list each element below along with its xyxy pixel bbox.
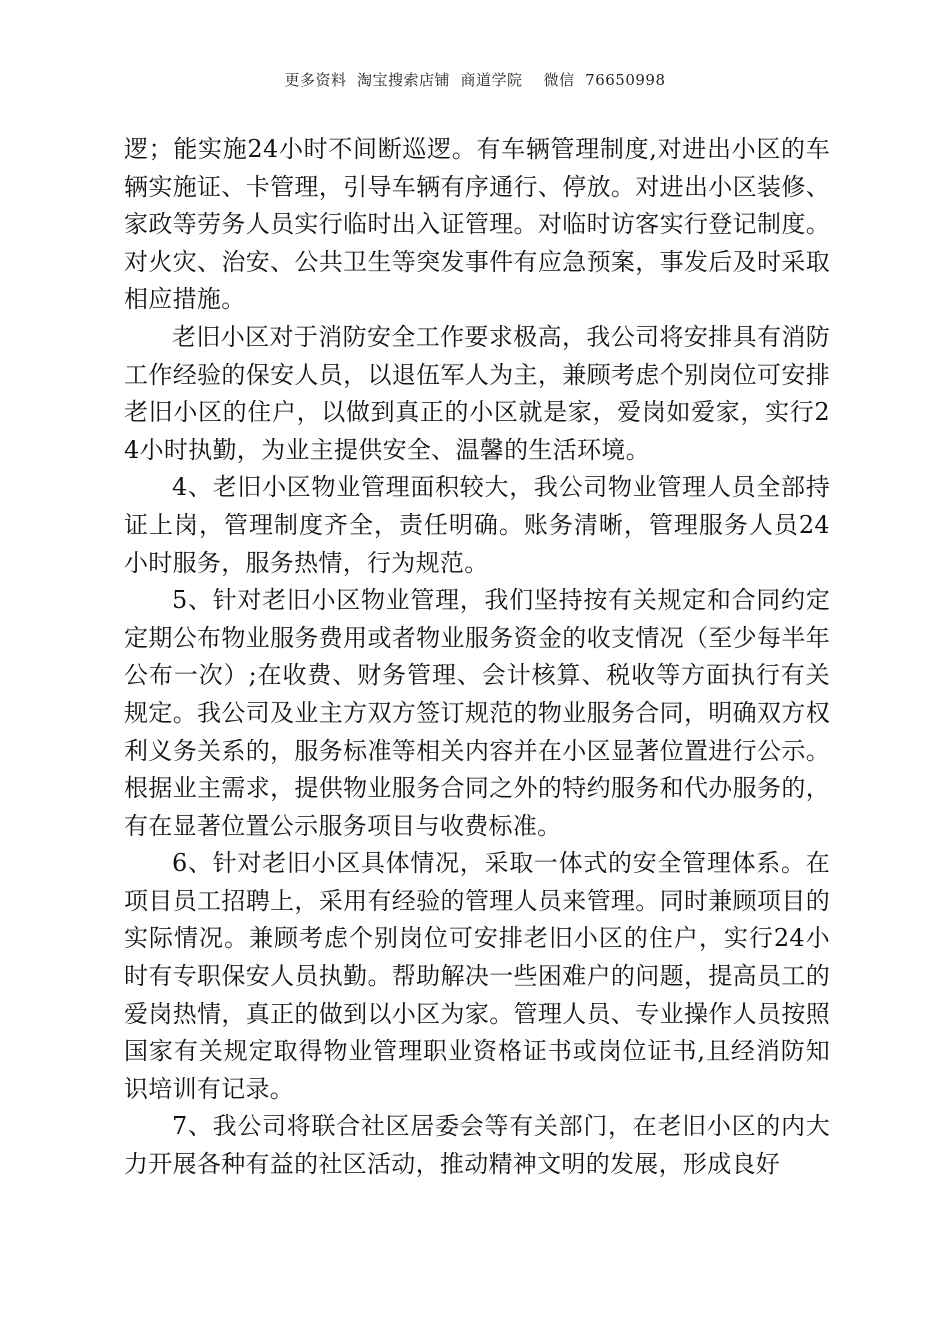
paragraph-item-6: 6、针对老旧小区具体情况，采取一体式的安全管理体系。在项目员工招聘上，采用有经验的管理人员来管理。同时兼顾项目的实际情况。兼顾考虑个别岗位可安排老旧小区的住户，实行24小时有专职保安人员执勤。帮助解决一些困难户的问题，提高员工的爱岗热情，真正的做到以小区为家。管理人员、专业操作人员按照国家有关规定取得物业管理职业资格证书或岗位证书,且经消防知识培训有记录。 (124, 849, 830, 1103)
page-header: 更多资料 淘宝搜索店铺 商道学院 微信 76650998 (284, 71, 666, 89)
paragraph-continuation: 逻；能实施24小时不间断巡逻。有车辆管理制度,对进出小区的车辆实施证、卡管理，引导车辆有序通行、停放。对进出小区装修、家政等劳务人员实行临时出入证管理。对临时访客实行登记制度。对火灾、治安、公共卫生等突发事件有应急预案，事发后及时采取相应措施。 (124, 135, 830, 314)
paragraph-item-7: 7、我公司将联合社区居委会等有关部门，在老旧小区的内大力开展各种有益的社区活动，推动精神文明的发展，形成良好 (124, 1112, 830, 1179)
paragraph-item-4: 4、老旧小区物业管理面积较大，我公司物业管理人员全部持证上岗，管理制度齐全，责任明确。账务清晰，管理服务人员24小时服务，服务热情，行为规范。 (124, 473, 830, 577)
paragraph-item-5: 5、针对老旧小区物业管理，我们坚持按有关规定和合同约定定期公布物业服务费用或者物业服务资金的收支情况（至少每半年公布一次）;在收费、财务管理、会计核算、税收等方面执行有关规定。我公司及业主方双方签订规范的物业服务合同，明确双方权利义务关系的，服务标准等相关内容并在小区显著位置进行公示。根据业主需求，提供物业服务合同之外的特约服务和代办服务的，有在显著位置公示服务项目与收费标准。 (124, 586, 830, 840)
paragraph-fire-safety: 老旧小区对于消防安全工作要求极高，我公司将安排具有消防工作经验的保安人员，以退伍军人为主，兼顾考虑个别岗位可安排老旧小区的住户，以做到真正的小区就是家，爱岗如爱家，实行24小时执勤，为业主提供安全、温馨的生活环境。 (124, 322, 830, 464)
document-body (124, 131, 830, 1184)
